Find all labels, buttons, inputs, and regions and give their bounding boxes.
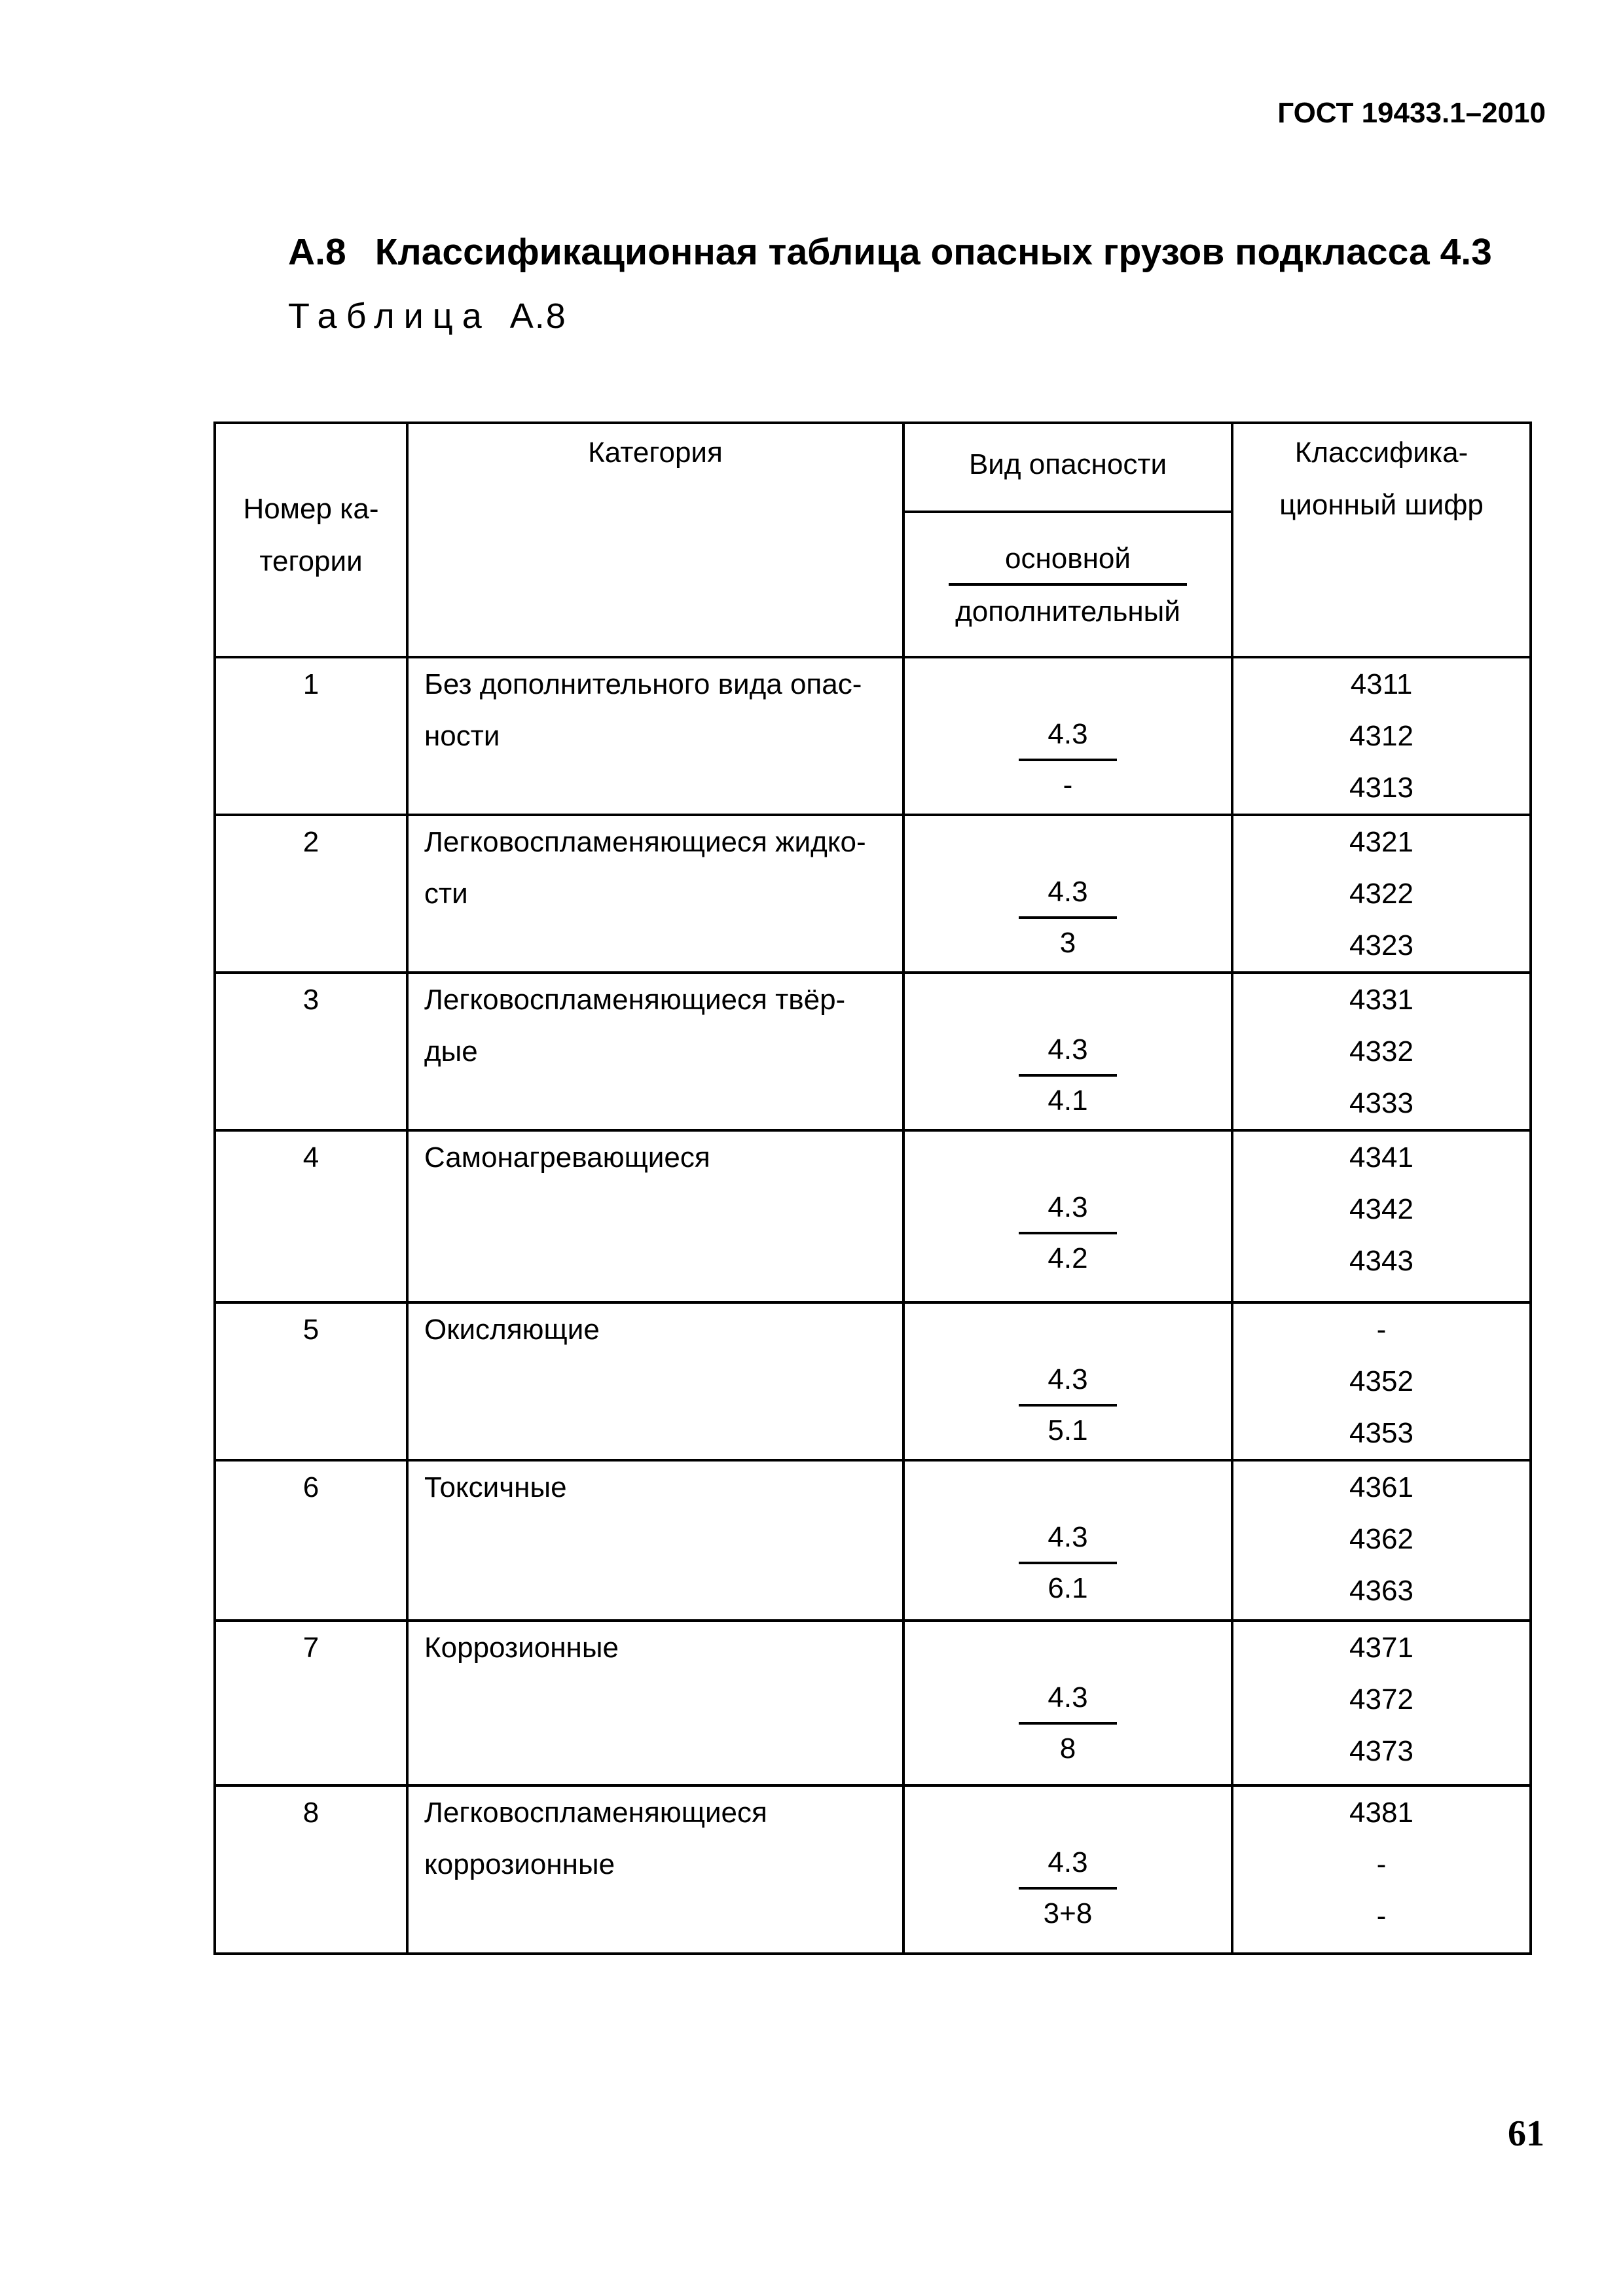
header-primary-additional: [903, 512, 1232, 657]
row-hazard-primary: 4.3: [1019, 1513, 1117, 1564]
row-hazard: [903, 815, 1232, 973]
row-code: 4332: [1349, 1035, 1413, 1067]
row-code: 4371: [1349, 1632, 1413, 1664]
row-hazard: [903, 1785, 1232, 1954]
row-category-line1: Легковоспламеняющиеся жидко-: [424, 826, 866, 858]
row-codes: [1232, 1785, 1531, 1954]
row-code: 4321: [1349, 826, 1413, 858]
row-category-line1: Самонагревающиеся: [424, 1141, 710, 1174]
table-caption: [288, 296, 567, 336]
header-category: Категория: [407, 423, 903, 657]
row-hazard-additional: 6.1: [1048, 1572, 1088, 1604]
table-caption-number: А.8: [509, 296, 567, 336]
row-hazard-primary: 4.3: [1019, 1355, 1117, 1407]
header-classification-code: [1232, 423, 1531, 657]
row-codes: [1232, 1621, 1531, 1785]
row-hazard-additional: 4.2: [1048, 1242, 1088, 1274]
table-row: [215, 973, 1531, 1130]
row-number: 2: [215, 815, 407, 973]
table-row: [215, 815, 1531, 973]
row-hazard-primary: 4.3: [1019, 1674, 1117, 1725]
row-code: 4313: [1349, 772, 1413, 804]
row-hazard-additional: 8: [1059, 1732, 1076, 1765]
row-code: 4372: [1349, 1683, 1413, 1715]
row-hazard-primary: 4.3: [1019, 1183, 1117, 1234]
table-row: [215, 1785, 1531, 1954]
row-codes: [1232, 657, 1531, 815]
row-category-line1: Легковоспламеняющиеся твёр-: [424, 984, 846, 1016]
table-header-row: [215, 423, 1531, 512]
header-additional: дополнительный: [955, 596, 1180, 628]
row-hazard-additional: 3: [1059, 927, 1076, 959]
row-number: 3: [215, 973, 407, 1130]
section-number: А.8: [288, 231, 346, 273]
row-codes: [1232, 1302, 1531, 1460]
row-category: [407, 657, 903, 815]
header-hazard-type: Вид опасности: [903, 423, 1232, 512]
row-code: -: [1376, 1848, 1387, 1880]
row-codes: [1232, 1130, 1531, 1302]
row-code: 4341: [1349, 1141, 1413, 1174]
row-code: 4361: [1349, 1471, 1413, 1503]
document-code: ГОСТ 19433.1–2010: [1277, 97, 1546, 129]
table-row: [215, 657, 1531, 815]
row-category-line2: ности: [424, 720, 500, 752]
row-hazard-additional: 3+8: [1043, 1897, 1093, 1929]
row-hazard: [903, 657, 1232, 815]
row-hazard-primary: 4.3: [1019, 1026, 1117, 1077]
row-code: 4311: [1350, 668, 1413, 700]
row-category: [407, 1130, 903, 1302]
row-category-line2: коррозионные: [424, 1848, 615, 1880]
header-number-line2: тегории: [259, 545, 363, 577]
row-code: 4381: [1349, 1797, 1413, 1829]
row-hazard: [903, 1621, 1232, 1785]
row-category-line1: Коррозионные: [424, 1632, 619, 1664]
row-codes: [1232, 1460, 1531, 1621]
row-category: [407, 815, 903, 973]
row-category: [407, 1785, 903, 1954]
row-hazard-additional: 4.1: [1048, 1085, 1088, 1117]
row-codes: [1232, 973, 1531, 1130]
row-number: 7: [215, 1621, 407, 1785]
row-code: 4343: [1349, 1245, 1413, 1277]
row-code: 4333: [1349, 1087, 1413, 1119]
row-category-line1: Окисляющие: [424, 1314, 600, 1346]
row-hazard-additional: -: [1063, 769, 1073, 801]
page-number: 61: [1508, 2113, 1544, 2154]
row-code: 4312: [1349, 720, 1413, 752]
row-hazard-additional: 5.1: [1048, 1414, 1088, 1446]
header-code-line2: ционный шифр: [1279, 489, 1484, 521]
row-code: 4342: [1349, 1193, 1413, 1225]
section-heading: [288, 230, 1492, 274]
header-primary: основной: [949, 535, 1187, 586]
row-category-line1: Легковоспламеняющиеся: [424, 1797, 767, 1829]
row-hazard-primary: 4.3: [1019, 868, 1117, 919]
table-row: [215, 1302, 1531, 1460]
row-code: -: [1376, 1314, 1387, 1346]
table-row: [215, 1130, 1531, 1302]
row-category-line1: Токсичные: [424, 1471, 567, 1503]
row-hazard: [903, 1130, 1232, 1302]
row-category: [407, 1302, 903, 1460]
row-hazard-primary: 4.3: [1019, 710, 1117, 761]
row-code: 4352: [1349, 1365, 1413, 1397]
row-number: 5: [215, 1302, 407, 1460]
row-category-line2: дые: [424, 1035, 478, 1067]
row-number: 1: [215, 657, 407, 815]
row-number: 4: [215, 1130, 407, 1302]
row-category-line2: сти: [424, 878, 468, 910]
row-code: 4362: [1349, 1523, 1413, 1555]
row-number: 8: [215, 1785, 407, 1954]
header-number-line1: Номер ка-: [243, 493, 379, 525]
row-category: [407, 1621, 903, 1785]
row-category: [407, 973, 903, 1130]
header-category-number: [215, 423, 407, 657]
row-category: [407, 1460, 903, 1621]
row-hazard-primary: 4.3: [1019, 1839, 1117, 1890]
row-code: 4363: [1349, 1575, 1413, 1607]
row-hazard: [903, 1460, 1232, 1621]
row-hazard: [903, 1302, 1232, 1460]
row-codes: [1232, 815, 1531, 973]
row-code: 4331: [1349, 984, 1413, 1016]
row-category-line1: Без дополнительного вида опас-: [424, 668, 862, 700]
table-row: [215, 1460, 1531, 1621]
table-row: [215, 1621, 1531, 1785]
row-number: 6: [215, 1460, 407, 1621]
header-code-line1: Классифика-: [1294, 437, 1468, 469]
row-code: 4373: [1349, 1735, 1413, 1767]
row-code: -: [1376, 1900, 1387, 1932]
row-hazard: [903, 973, 1232, 1130]
row-code: 4322: [1349, 878, 1413, 910]
row-code: 4323: [1349, 929, 1413, 961]
table-caption-word: Таблица: [288, 296, 491, 336]
classification-table: [213, 422, 1532, 1955]
section-title: Классификационная таблица опасных грузов подкласса 4.3: [374, 231, 1492, 273]
row-code: 4353: [1349, 1417, 1413, 1449]
